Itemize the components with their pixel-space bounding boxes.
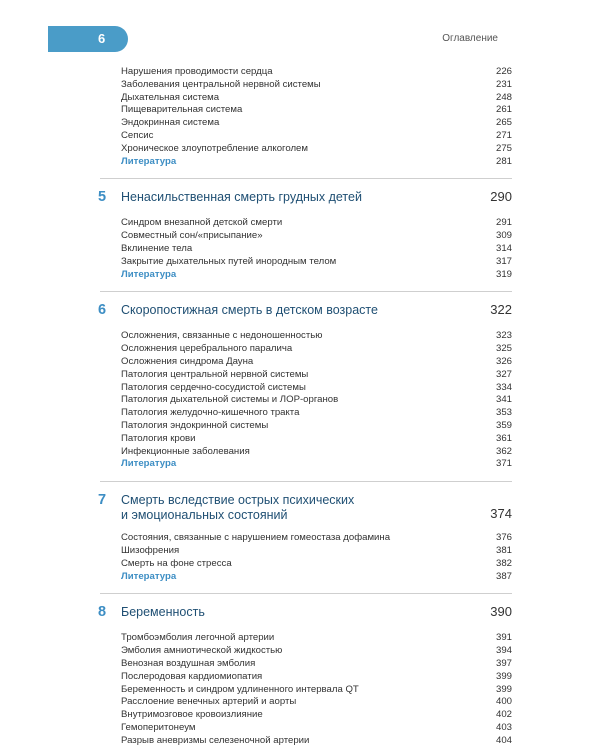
toc-entry-title: Расслоение венечных артерий и аорты — [121, 696, 297, 708]
toc-entry-title: Нарушения проводимости сердца — [121, 66, 273, 77]
chapter-heading-5[interactable] — [0, 189, 600, 211]
toc-entry-page: 399 — [495, 683, 512, 695]
toc-entry-literature[interactable] — [0, 458, 600, 471]
toc-entry-page: 394 — [495, 645, 512, 657]
toc-entry-page: 353 — [495, 407, 512, 419]
chapter-number: 8 — [98, 604, 107, 621]
toc-entry[interactable] — [0, 92, 600, 105]
page-number: 6 — [98, 31, 106, 46]
toc-entry-title: Сепсис — [121, 129, 154, 141]
chapter-title — [121, 493, 354, 523]
toc-entry[interactable] — [0, 684, 600, 697]
toc-entry-title: Эндокринная система — [121, 117, 220, 129]
toc-entry[interactable] — [0, 217, 600, 230]
toc-entry-title: Венозная воздушная эмболия — [121, 657, 256, 669]
toc-entry-title: Вклинение тела — [121, 242, 193, 254]
chapter-divider — [100, 481, 512, 482]
chapter-title: Скоропостижная смерть в детском возрасте — [121, 303, 378, 318]
toc-entry-title: Литература — [121, 268, 177, 280]
toc-entry[interactable] — [0, 130, 600, 143]
toc-entry-page: 376 — [495, 532, 512, 544]
toc-entry-title: Патология желудочно-кишечного тракта — [121, 407, 300, 419]
toc-entry-title: Совместный сон/«присыпание» — [121, 230, 263, 242]
toc-entry[interactable] — [0, 545, 600, 558]
toc-entry-title: Послеродовая кардиомиопатия — [121, 670, 263, 682]
toc-entry-page: 391 — [495, 632, 512, 644]
toc-entry-page: 261 — [495, 104, 512, 116]
toc-entry-title: Синдром внезапной детской смерти — [121, 217, 283, 229]
toc-entry-title: Заболевания центральной нервной системы — [121, 78, 321, 90]
toc-entry[interactable] — [0, 394, 600, 407]
toc-entry[interactable] — [0, 369, 600, 382]
toc-entry-page: 341 — [495, 394, 512, 406]
toc-entry-literature[interactable] — [0, 156, 600, 169]
toc-entry-title: Патология дыхательной системы и ЛОР-органов — [121, 394, 339, 406]
chapter-number: 7 — [98, 492, 107, 509]
running-head: Оглавление — [442, 33, 498, 44]
toc-entry-title: Литература — [121, 458, 177, 470]
toc-entry[interactable] — [0, 735, 600, 748]
chapter-page: 390 — [490, 604, 512, 620]
toc-entry-title: Дыхательная система — [121, 91, 220, 103]
table-of-contents — [0, 66, 600, 747]
toc-entry-page: 326 — [495, 355, 512, 367]
toc-entry-page: 281 — [495, 155, 512, 167]
toc-entry-title: Разрыв аневризмы селезеночной артерии — [121, 734, 310, 746]
toc-entry-page: 387 — [495, 570, 512, 582]
toc-entry[interactable] — [0, 433, 600, 446]
toc-entry-title: Пищеварительная система — [121, 104, 243, 116]
toc-entry-title: Литература — [121, 155, 177, 167]
chapter-6-entries — [0, 330, 600, 471]
toc-entry-title: Инфекционные заболевания — [121, 445, 250, 457]
toc-entry[interactable] — [0, 709, 600, 722]
chapter-title-line-1: Смерть вследствие острых психических — [121, 493, 355, 508]
toc-entry-page: 404 — [495, 734, 512, 746]
toc-entry[interactable] — [0, 66, 600, 79]
chapter-divider — [100, 291, 512, 292]
toc-entry[interactable] — [0, 79, 600, 92]
toc-entry[interactable] — [0, 632, 600, 645]
toc-entry-page: 359 — [495, 419, 512, 431]
toc-entry-page: 381 — [495, 544, 512, 556]
toc-entry-title: Состояния, связанные с нарушением гомеостаза дофамина — [121, 532, 391, 544]
toc-entry-title: Тромбоэмболия легочной артерии — [121, 632, 275, 644]
toc-entry-title: Беременность и синдром удлиненного интервала QT — [121, 683, 359, 695]
toc-entry[interactable] — [0, 645, 600, 658]
toc-entry-title: Литература — [121, 570, 177, 582]
page-number-tab — [48, 26, 128, 52]
toc-entry-page: 317 — [495, 255, 512, 267]
toc-entry[interactable] — [0, 671, 600, 684]
toc-entry[interactable] — [0, 382, 600, 395]
toc-entry[interactable] — [0, 658, 600, 671]
toc-entry-page: 327 — [495, 368, 512, 380]
toc-entry[interactable] — [0, 420, 600, 433]
chapter-page: 374 — [490, 506, 512, 522]
chapter-page: 322 — [490, 302, 512, 318]
chapter-page: 290 — [490, 189, 512, 205]
toc-entry[interactable] — [0, 343, 600, 356]
toc-entry-literature[interactable] — [0, 269, 600, 282]
toc-entry-page: 362 — [495, 445, 512, 457]
chapter-divider — [100, 593, 512, 594]
toc-entry-page: 271 — [495, 129, 512, 141]
toc-entry[interactable] — [0, 104, 600, 117]
toc-entry-title: Закрытие дыхательных путей инородным телом — [121, 255, 337, 267]
toc-entry-page: 334 — [495, 381, 512, 393]
chapter-number: 5 — [98, 189, 107, 206]
toc-entry-page: 403 — [495, 721, 512, 733]
toc-entry[interactable] — [0, 722, 600, 735]
toc-entry-page: 314 — [495, 242, 512, 254]
toc-entry[interactable] — [0, 243, 600, 256]
chapter-heading-7[interactable] — [0, 492, 600, 526]
toc-entry-title: Осложнения, связанные с недоношенностью — [121, 330, 323, 342]
toc-entry-title: Осложнения церебрального паралича — [121, 343, 293, 355]
toc-entry-page: 325 — [495, 343, 512, 355]
toc-entry-page: 371 — [495, 458, 512, 470]
toc-entry[interactable] — [0, 407, 600, 420]
toc-entry-title: Патология центральной нервной системы — [121, 368, 309, 380]
toc-entry-page: 402 — [495, 709, 512, 721]
toc-entry-title: Патология сердечно-сосудистой системы — [121, 381, 306, 393]
toc-entry-page: 291 — [495, 217, 512, 229]
chapter-title: Беременность — [121, 605, 205, 620]
chapter-heading-6[interactable] — [0, 302, 600, 324]
toc-entry[interactable] — [0, 117, 600, 130]
toc-entry-title: Осложнения синдрома Дауна — [121, 355, 254, 367]
toc-entry-title: Патология крови — [121, 432, 196, 444]
toc-entry[interactable] — [0, 230, 600, 243]
toc-entry[interactable] — [0, 696, 600, 709]
toc-entry-page: 275 — [495, 142, 512, 154]
chapter-divider — [100, 178, 512, 179]
toc-entry-page: 323 — [495, 330, 512, 342]
toc-entry[interactable] — [0, 532, 600, 545]
toc-entry-title: Гемоперитонеум — [121, 721, 196, 733]
chapter-number: 6 — [98, 302, 107, 319]
toc-entry-title: Эмболия амниотической жидкостью — [121, 645, 283, 657]
toc-entry-page: 265 — [495, 117, 512, 129]
toc-entry[interactable] — [0, 558, 600, 571]
toc-entry[interactable] — [0, 356, 600, 369]
toc-entry-page: 248 — [495, 91, 512, 103]
toc-entry-title: Хроническое злоупотребление алкоголем — [121, 142, 308, 154]
toc-entry-page: 231 — [495, 78, 512, 90]
chapter-heading-8[interactable] — [0, 604, 600, 626]
leading-entries — [0, 66, 600, 168]
chapter-title-line-2: и эмоциональных состояний — [121, 508, 288, 523]
toc-entry-page: 361 — [495, 432, 512, 444]
toc-entry[interactable] — [0, 143, 600, 156]
toc-entry-title: Смерть на фоне стресса — [121, 557, 232, 569]
toc-entry-page: 226 — [495, 66, 512, 77]
chapter-5-entries — [0, 217, 600, 281]
toc-entry-page: 399 — [495, 670, 512, 682]
toc-entry-page: 400 — [495, 696, 512, 708]
chapter-7-entries — [0, 532, 600, 583]
chapter-title: Ненасильственная смерть грудных детей — [121, 190, 362, 205]
toc-entry-page: 382 — [495, 557, 512, 569]
chapter-8-entries — [0, 632, 600, 747]
toc-entry[interactable] — [0, 446, 600, 459]
toc-entry-title: Шизофрения — [121, 544, 180, 556]
toc-entry-literature[interactable] — [0, 571, 600, 584]
toc-entry-title: Патология эндокринной системы — [121, 419, 269, 431]
toc-entry[interactable] — [0, 256, 600, 269]
toc-entry-title: Внутримозговое кровоизлияние — [121, 709, 263, 721]
toc-entry-page: 309 — [495, 230, 512, 242]
toc-entry-page: 319 — [495, 268, 512, 280]
toc-entry[interactable] — [0, 330, 600, 343]
toc-entry-page: 397 — [495, 657, 512, 669]
